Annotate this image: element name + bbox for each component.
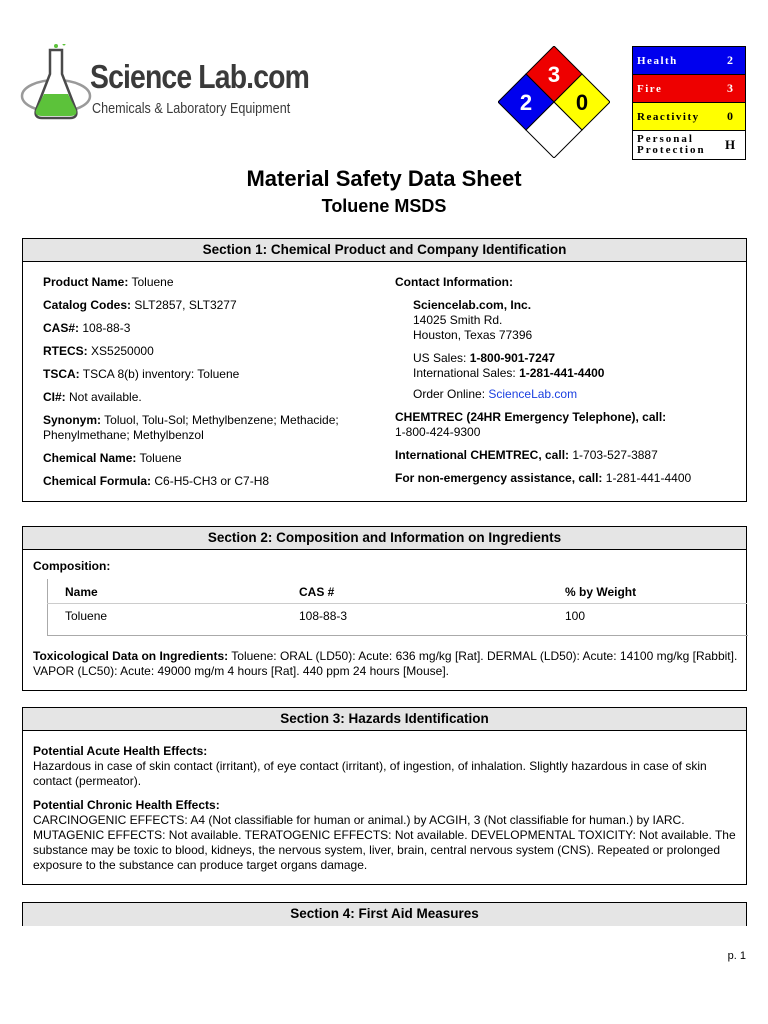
column-header-name: Name [65, 585, 98, 599]
ci-field [43, 390, 373, 405]
nfpa-fire-value: 3 [547, 62, 561, 87]
intl-sales-label: International Sales: [413, 366, 516, 380]
tox-label: Toxicological Data on Ingredients: [33, 649, 229, 663]
hazard-label: Personal Protection [637, 133, 706, 156]
document-title: Material Safety Data Sheet [246, 166, 522, 191]
intl-sales-number: 1-281-441-4400 [519, 366, 605, 380]
contact-info-column [395, 275, 735, 494]
tox-text: Toluene: ORAL (LD50): Acute: 636 mg/kg [Rat]. DERMAL (LD50): Acute: 14100 mg/kg [Rabbit]. VAPOR (LC50): Acute: 49000 mg/m 4 hours [Rat]. 440 ppm 24 hours [Mouse]. [33, 649, 738, 678]
hazard-row-personal-protection [633, 131, 745, 159]
field-value: Not available. [69, 390, 142, 404]
field-label: RTECS: [43, 344, 88, 358]
column-header-weight: % by Weight [565, 585, 637, 599]
composition-table [47, 579, 747, 628]
chronic-text: CARCINOGENIC EFFECTS: A4 (Not classifiable for human or animal.) by ACGIH, 3 (Not classifiable for human.) by IARC. MUTAGENIC EFFECTS: Not available. TERATOGENIC EFFECTS: Not available. DEVELOPMENTAL TOXICITY: Not available. The substance may be toxic to blood, kidneys, the nervous system, liver, brain, central nervous system (CNS). Repeated or prolonged exposure to the substance can produce target organs damage. [33, 813, 736, 872]
section-heading: Section 1: Chemical Product and Company Identification [23, 239, 746, 262]
composition-label: Composition: [33, 559, 111, 573]
intl-chemtrec-label: International CHEMTREC, call: [395, 448, 570, 462]
field-label: Chemical Name: [43, 451, 137, 465]
document-subtitle: Toluene MSDS [321, 196, 447, 216]
tsca-field [43, 367, 373, 382]
hazard-value: 2 [727, 53, 733, 67]
section-heading: Section 3: Hazards Identification [23, 708, 746, 731]
hazard-rating-table [632, 46, 746, 160]
section-heading: Section 4: First Aid Measures [23, 903, 746, 926]
nfpa-health-value: 2 [519, 90, 533, 115]
section-4 [22, 902, 747, 926]
field-value: Toluol, Tolu-Sol; Methylbenzene; Methacide; Phenylmethane; Methylbenzol [43, 413, 339, 442]
chemtrec-number: 1-800-424-9300 [395, 425, 481, 439]
acute-label: Potential Acute Health Effects: [33, 744, 208, 758]
field-value: Toluene [131, 275, 174, 289]
intl-chemtrec [395, 448, 735, 463]
product-info-column [43, 275, 373, 497]
company-name: Sciencelab.com, Inc. [413, 298, 532, 312]
cell-name: Toluene [47, 604, 281, 628]
us-sales [395, 351, 735, 366]
field-label: Synonym: [43, 413, 102, 427]
page-number: p. 1 [727, 950, 746, 962]
rtecs-field [43, 344, 373, 359]
section-2 [22, 526, 747, 691]
order-online-label: Order Online: [413, 387, 486, 401]
address-line-1: 14025 Smith Rd. [413, 313, 503, 327]
contact-label: Contact Information: [395, 275, 513, 289]
chronic-label: Potential Chronic Health Effects: [33, 798, 220, 812]
hazard-value: 0 [727, 109, 733, 123]
section-1 [22, 238, 747, 502]
cas-field [43, 321, 373, 336]
hazard-label: Health [637, 54, 678, 67]
field-label: Catalog Codes: [43, 298, 132, 312]
brand-tagline: Chemicals & Laboratory Equipment [92, 100, 291, 117]
field-value: TSCA 8(b) inventory: Toluene [82, 367, 240, 381]
acute-effects [33, 744, 745, 789]
toxicological-data [33, 649, 743, 679]
us-sales-label: US Sales: [413, 351, 467, 365]
nonemergency-label: For non-emergency assistance, call: [395, 471, 603, 485]
field-label: CAS#: [43, 321, 80, 335]
field-label: TSCA: [43, 367, 80, 381]
brand-name: Science Lab.com [90, 58, 309, 95]
acute-text: Hazardous in case of skin contact (irritant), of eye contact (irritant), of ingestion, of inhalation. Slightly hazardous in case of skin contact (permeator). [33, 759, 707, 788]
hazards-body [33, 744, 745, 882]
address-line-2: Houston, Texas 77396 [413, 328, 533, 342]
field-label: Chemical Formula: [43, 474, 152, 488]
cell-cas: 108-88-3 [281, 604, 547, 628]
chemical-formula-field [43, 474, 373, 489]
chronic-effects [33, 798, 745, 873]
us-sales-number: 1-800-901-7247 [469, 351, 556, 365]
order-online [395, 387, 735, 402]
hazard-row-reactivity [633, 103, 745, 131]
field-value: C6-H5-CH3 or C7-H8 [154, 474, 270, 488]
nonemergency-number: 1-281-441-4400 [605, 471, 692, 485]
nfpa-diamond [498, 46, 610, 158]
cell-weight: 100 [547, 604, 747, 628]
field-value: XS5250000 [91, 344, 154, 358]
chemtrec-label: CHEMTREC (24HR Emergency Telephone), call: [395, 410, 667, 424]
field-label: Product Name: [43, 275, 129, 289]
table-row [47, 604, 747, 628]
section-3 [22, 707, 747, 885]
intl-chemtrec-number: 1-703-527-3887 [572, 448, 658, 462]
section-heading: Section 2: Composition and Information on Ingredients [23, 527, 746, 550]
field-value: SLT2857, SLT3277 [134, 298, 237, 312]
hazard-row-health [633, 47, 745, 75]
hazard-label: Reactivity [637, 110, 700, 123]
flask-icon [20, 44, 92, 124]
product-name-field [43, 275, 373, 290]
order-online-link[interactable]: ScienceLab.com [488, 387, 578, 401]
nonemergency [395, 471, 735, 486]
chemtrec [395, 410, 735, 440]
nfpa-reactivity-value: 0 [575, 90, 589, 115]
hazard-row-fire [633, 75, 745, 103]
field-label: CI#: [43, 390, 66, 404]
synonym-field [43, 413, 373, 443]
table-header-row [47, 579, 747, 604]
hazard-label: Fire [637, 82, 663, 95]
hazard-value: 3 [727, 81, 733, 95]
chemical-name-field [43, 451, 373, 466]
catalog-codes-field [43, 298, 373, 313]
hazard-value: H [724, 137, 736, 152]
field-value: 108-88-3 [82, 321, 131, 335]
field-value: Toluene [139, 451, 182, 465]
sciencelab-logo [20, 44, 310, 124]
column-header-cas: CAS # [299, 585, 335, 599]
intl-sales [395, 366, 735, 381]
